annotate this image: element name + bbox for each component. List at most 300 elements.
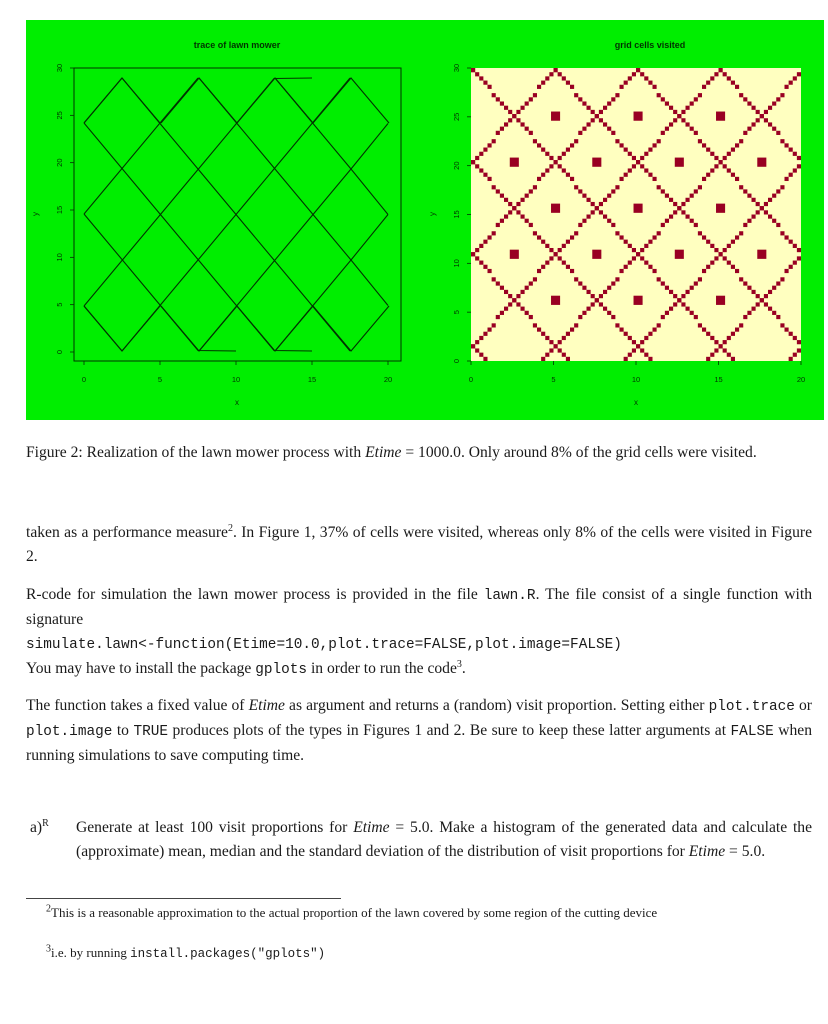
visited-cell — [648, 148, 652, 152]
visited-cell — [634, 112, 643, 121]
visited-cell — [578, 315, 582, 319]
trace-plot-y-tick-label: 10 — [55, 253, 64, 262]
visited-cell — [599, 118, 603, 122]
visited-cell — [525, 286, 529, 290]
visited-cell — [634, 296, 643, 305]
visited-cell — [566, 148, 570, 152]
visited-cell — [632, 156, 636, 160]
visited-cell — [657, 323, 661, 327]
visited-cell — [541, 173, 545, 177]
visited-cell — [756, 294, 760, 298]
visited-cell — [628, 261, 632, 265]
visited-cell — [702, 269, 706, 273]
visited-cell — [743, 189, 747, 193]
visited-cell — [686, 307, 690, 311]
visited-cell — [797, 164, 801, 168]
visited-cell — [757, 158, 766, 167]
visited-cell — [747, 311, 751, 315]
visited-cell — [669, 215, 673, 219]
visited-cell — [545, 76, 549, 80]
visited-cell — [500, 311, 504, 315]
visited-cell — [492, 277, 496, 281]
trace-plot-y-axis — [55, 64, 74, 354]
visited-cell — [529, 223, 533, 227]
visited-cell — [785, 177, 789, 181]
visited-cell — [648, 265, 652, 269]
visited-cell — [665, 194, 669, 198]
visited-cell — [541, 81, 545, 85]
visited-cell — [500, 194, 504, 198]
visited-cell — [756, 202, 760, 206]
visited-cell — [673, 210, 677, 214]
visited-cell — [582, 194, 586, 198]
text: or — [794, 697, 812, 714]
visited-cell — [747, 286, 751, 290]
visited-cell — [776, 315, 780, 319]
trace-segment — [237, 306, 313, 351]
visited-cell — [764, 210, 768, 214]
visited-cell — [714, 164, 718, 168]
visited-cell — [496, 97, 500, 101]
visited-cell — [591, 118, 595, 122]
visited-cell — [797, 340, 801, 344]
visited-cell — [471, 252, 475, 256]
visited-cell — [789, 265, 793, 269]
visited-cell — [566, 357, 570, 361]
code-true: TRUE — [133, 724, 169, 740]
text: in order to run the code — [307, 660, 457, 677]
code-false: FALSE — [730, 724, 774, 740]
visited-cell — [776, 189, 780, 193]
visited-cell — [780, 231, 784, 235]
visited-cell — [632, 164, 636, 168]
visited-cell — [578, 281, 582, 285]
visited-cell — [574, 323, 578, 327]
visited-cell — [747, 219, 751, 223]
visited-cell — [566, 332, 570, 336]
visited-cell — [549, 156, 553, 160]
visited-cell — [723, 156, 727, 160]
visited-cell — [541, 240, 545, 244]
trace-segment — [161, 306, 237, 351]
visited-cell — [719, 68, 723, 72]
visited-cell — [669, 290, 673, 294]
visited-cell — [483, 240, 487, 244]
visited-cell — [698, 93, 702, 97]
visited-cell — [657, 185, 661, 189]
trace-plot-y-tick-label: 15 — [55, 205, 64, 215]
visited-cell — [644, 168, 648, 172]
visited-plot — [428, 40, 805, 407]
visited-cell — [591, 302, 595, 306]
visited-cell — [537, 235, 541, 239]
visited-cell — [723, 248, 727, 252]
var-etime: Etime — [353, 819, 390, 836]
visited-cell — [545, 152, 549, 156]
visited-cell — [591, 110, 595, 114]
visited-cell — [508, 210, 512, 214]
visited-cell — [607, 127, 611, 131]
visited-cell — [488, 177, 492, 181]
visited-cell — [648, 357, 652, 361]
visited-cell — [475, 164, 479, 168]
trace-plot-x-tick-label: 0 — [81, 375, 87, 384]
visited-cell — [508, 118, 512, 122]
visited-plot-y-tick-label: 15 — [452, 210, 461, 219]
visited-cell — [719, 252, 723, 256]
visited-cell — [537, 177, 541, 181]
visited-cell — [710, 168, 714, 172]
visited-cell — [690, 311, 694, 315]
visited-cell — [496, 189, 500, 193]
visited-cell — [566, 240, 570, 244]
visited-cell — [793, 152, 797, 156]
visited-cell — [541, 357, 545, 361]
visited-cell — [574, 185, 578, 189]
visited-cell — [640, 348, 644, 352]
visited-cell — [673, 302, 677, 306]
visited-cell — [479, 168, 483, 172]
visited-cell — [665, 311, 669, 315]
visited-cell — [611, 189, 615, 193]
trace-plot-y-tick-label: 25 — [55, 111, 64, 120]
visited-cell — [681, 118, 685, 122]
text: . In Figure 1, 37% of cells were visited, whereas only 8% of the cells were visited in Figure 2. — [26, 524, 812, 565]
trace-plot-ylabel: y — [31, 212, 40, 216]
visited-cell — [797, 156, 801, 160]
visited-cell — [702, 177, 706, 181]
visited-cell — [756, 110, 760, 114]
visited-cell — [677, 114, 681, 118]
visited-cell — [739, 185, 743, 189]
visited-cell — [752, 290, 756, 294]
visited-cell — [636, 344, 640, 348]
visited-cell — [681, 210, 685, 214]
visited-cell — [521, 290, 525, 294]
footnote-ref-2[interactable]: 2 — [227, 522, 233, 534]
visited-cell — [764, 294, 768, 298]
paragraph-1 — [26, 521, 812, 569]
visited-cell — [640, 248, 644, 252]
visited-cell — [690, 101, 694, 105]
visited-cell — [727, 336, 731, 340]
visited-cell — [743, 315, 747, 319]
visited-cell — [525, 194, 529, 198]
item-label — [30, 816, 49, 840]
visited-cell — [797, 256, 801, 260]
paragraph-2 — [26, 583, 812, 682]
visited-cell — [620, 177, 624, 181]
visited-cell — [780, 93, 784, 97]
visited-cell — [716, 112, 725, 121]
footnote-code: install.packages("gplots") — [130, 947, 326, 961]
trace-segment — [199, 124, 388, 352]
visited-cell — [690, 219, 694, 223]
visited-cell — [653, 235, 657, 239]
visited-plot-x-tick-label: 10 — [631, 375, 641, 384]
visited-cell — [776, 281, 780, 285]
visited-cell — [768, 198, 772, 202]
visited-cell — [599, 294, 603, 298]
visited-cell — [727, 76, 731, 80]
visited-cell — [747, 101, 751, 105]
visited-cell — [562, 353, 566, 357]
visited-cell — [615, 139, 619, 143]
text: taken as a performance measure — [26, 524, 228, 541]
visited-cell — [549, 72, 553, 76]
visited-cell — [714, 72, 718, 76]
visited-cell — [735, 143, 739, 147]
visited-cell — [686, 215, 690, 219]
trace-segment — [161, 78, 237, 123]
visited-cell — [661, 131, 665, 135]
visited-cell — [607, 311, 611, 315]
visited-cell — [483, 173, 487, 177]
visited-cell — [636, 160, 640, 164]
visited-plot-title: grid cells visited — [614, 40, 686, 50]
trace-plot-xlabel: x — [235, 398, 239, 407]
visited-plot-y-tick-label: 10 — [452, 259, 461, 268]
visited-cell — [475, 256, 479, 260]
item-label-text: a) — [30, 819, 43, 836]
visited-cell — [492, 93, 496, 97]
visited-cell — [607, 194, 611, 198]
visited-cell — [504, 290, 508, 294]
text: R-code for simulation the lawn mower process is provided in the file — [26, 586, 484, 603]
visited-cell — [516, 202, 520, 206]
visited-cell — [789, 332, 793, 336]
visited-cell — [644, 353, 648, 357]
visited-cell — [587, 215, 591, 219]
visited-cell — [743, 223, 747, 227]
visited-cell — [780, 277, 784, 281]
visited-cell — [529, 189, 533, 193]
visited-cell — [772, 219, 776, 223]
visited-cell — [640, 156, 644, 160]
visited-cell — [657, 231, 661, 235]
visited-cell — [475, 348, 479, 352]
visited-cell — [677, 206, 681, 210]
visited-cell — [657, 139, 661, 143]
trace-segment — [275, 215, 388, 352]
visited-cell — [512, 114, 516, 118]
visited-cell — [756, 210, 760, 214]
visited-cell — [558, 340, 562, 344]
visited-cell — [574, 139, 578, 143]
visited-cell — [710, 336, 714, 340]
visited-cell — [591, 294, 595, 298]
visited-cell — [488, 235, 492, 239]
visited-cell — [772, 101, 776, 105]
visited-cell — [529, 131, 533, 135]
visited-cell — [665, 286, 669, 290]
visited-cell — [595, 298, 599, 302]
visited-cell — [488, 269, 492, 273]
visited-cell — [743, 131, 747, 135]
caption-var: Etime — [365, 444, 402, 461]
visited-cell — [525, 101, 529, 105]
visited-cell — [644, 152, 648, 156]
visited-cell — [566, 265, 570, 269]
visited-cell — [702, 235, 706, 239]
visited-cell — [504, 198, 508, 202]
visited-cell — [640, 164, 644, 168]
visited-cell — [537, 85, 541, 89]
visited-cell — [797, 348, 801, 352]
trace-plot-y-tick-label: 0 — [55, 349, 64, 355]
visited-cell — [757, 250, 766, 259]
visited-cell — [512, 206, 516, 210]
visited-cell — [714, 156, 718, 160]
visited-cell — [607, 101, 611, 105]
visited-cell — [624, 81, 628, 85]
visited-cell — [727, 353, 731, 357]
visited-cell — [510, 250, 519, 259]
figure-2 — [26, 20, 824, 420]
visited-cell — [731, 148, 735, 152]
visited-cell — [694, 315, 698, 319]
visited-cell — [694, 281, 698, 285]
visited-cell — [537, 143, 541, 147]
trace-plot — [31, 40, 401, 407]
visited-plot-x-tick-label: 20 — [796, 375, 806, 384]
visited-cell — [752, 122, 756, 126]
visited-cell — [545, 168, 549, 172]
visited-cell — [706, 173, 710, 177]
visited-cell — [644, 76, 648, 80]
visited-cell — [479, 336, 483, 340]
trace-segment — [237, 78, 313, 123]
visited-cell — [756, 302, 760, 306]
visited-plot-ylabel: y — [428, 212, 437, 216]
trace-segment — [84, 78, 312, 306]
visited-cell — [529, 97, 533, 101]
visited-cell — [702, 328, 706, 332]
visited-cell — [714, 340, 718, 344]
visited-cell — [648, 81, 652, 85]
trace-plot-x-tick-label: 5 — [157, 375, 163, 384]
visited-cell — [500, 286, 504, 290]
visited-cell — [797, 248, 801, 252]
visited-cell — [558, 248, 562, 252]
visited-cell — [673, 118, 677, 122]
visited-cell — [607, 286, 611, 290]
visited-cell — [615, 93, 619, 97]
footnote-rule — [26, 898, 341, 899]
visited-cell — [632, 340, 636, 344]
visited-cell — [603, 290, 607, 294]
text: You may have to install the package — [26, 660, 256, 677]
visited-cell — [739, 93, 743, 97]
visited-cell — [653, 85, 657, 89]
visited-cell — [675, 158, 684, 167]
visited-cell — [710, 261, 714, 265]
visited-cell — [719, 344, 723, 348]
visited-cell — [582, 101, 586, 105]
visited-cell — [785, 143, 789, 147]
visited-cell — [620, 269, 624, 273]
visited-cell — [471, 68, 475, 72]
text: . The file consist of a single function with signature — [26, 586, 812, 628]
footnote-ref-3[interactable]: 3 — [456, 658, 462, 670]
visited-cell — [723, 72, 727, 76]
visited-cell — [479, 261, 483, 265]
visited-cell — [574, 277, 578, 281]
trace-plot-title: trace of lawn mower — [193, 40, 281, 50]
visited-cell — [570, 177, 574, 181]
trace-segment — [84, 306, 122, 351]
visited-cell — [764, 302, 768, 306]
visited-cell — [747, 127, 751, 131]
visited-cell — [508, 302, 512, 306]
visited-cell — [760, 114, 764, 118]
visited-cell — [669, 307, 673, 311]
visited-cell — [475, 340, 479, 344]
visited-cell — [681, 302, 685, 306]
footnote-text: This is a reasonable approximation to the actual proportion of the lawn covered by some region of the cutting device — [51, 905, 658, 920]
visited-cell — [632, 348, 636, 352]
trace-segment — [275, 78, 388, 215]
visited-cell — [661, 189, 665, 193]
visited-cell — [541, 332, 545, 336]
caption-text: Figure 2: Realization of the lawn mower process with — [26, 444, 366, 461]
visited-cell — [789, 173, 793, 177]
trace-segment — [84, 78, 198, 214]
visited-cell — [558, 348, 562, 352]
visited-cell — [731, 173, 735, 177]
visited-cell — [653, 143, 657, 147]
visited-cell — [714, 256, 718, 260]
visited-cell — [789, 81, 793, 85]
visited-cell — [785, 269, 789, 273]
visited-cell — [731, 265, 735, 269]
code-signature: simulate.lawn<-function(Etime=10.0,plot.trace=FALSE,plot.image=FALSE) — [26, 637, 622, 653]
text: The function takes a fixed value of — [26, 697, 249, 714]
visited-cell — [521, 307, 525, 311]
visited-cell — [562, 261, 566, 265]
visited-cell — [521, 215, 525, 219]
visited-cell — [714, 248, 718, 252]
visited-cell — [632, 248, 636, 252]
visited-cell — [673, 202, 677, 206]
visited-cell — [595, 114, 599, 118]
visited-cell — [624, 332, 628, 336]
visited-cell — [747, 194, 751, 198]
visited-cell — [690, 286, 694, 290]
visited-cell — [479, 353, 483, 357]
visited-cell — [551, 296, 560, 305]
visited-cell — [640, 72, 644, 76]
visited-cell — [479, 76, 483, 80]
visited-cell — [686, 198, 690, 202]
visited-cell — [675, 250, 684, 259]
visited-cell — [648, 173, 652, 177]
visited-plot-x-axis — [469, 361, 805, 384]
visited-cell — [611, 97, 615, 101]
trace-plot-x-axis — [82, 361, 392, 384]
visited-cell — [743, 97, 747, 101]
visited-cell — [488, 143, 492, 147]
visited-cell — [772, 194, 776, 198]
visited-cell — [657, 277, 661, 281]
visited-cell — [545, 353, 549, 357]
visited-cell — [735, 269, 739, 273]
trace-segment — [313, 306, 389, 351]
visited-cell — [624, 240, 628, 244]
text: = 5.0. — [725, 843, 766, 860]
visited-cell — [698, 231, 702, 235]
visited-cell — [727, 168, 731, 172]
